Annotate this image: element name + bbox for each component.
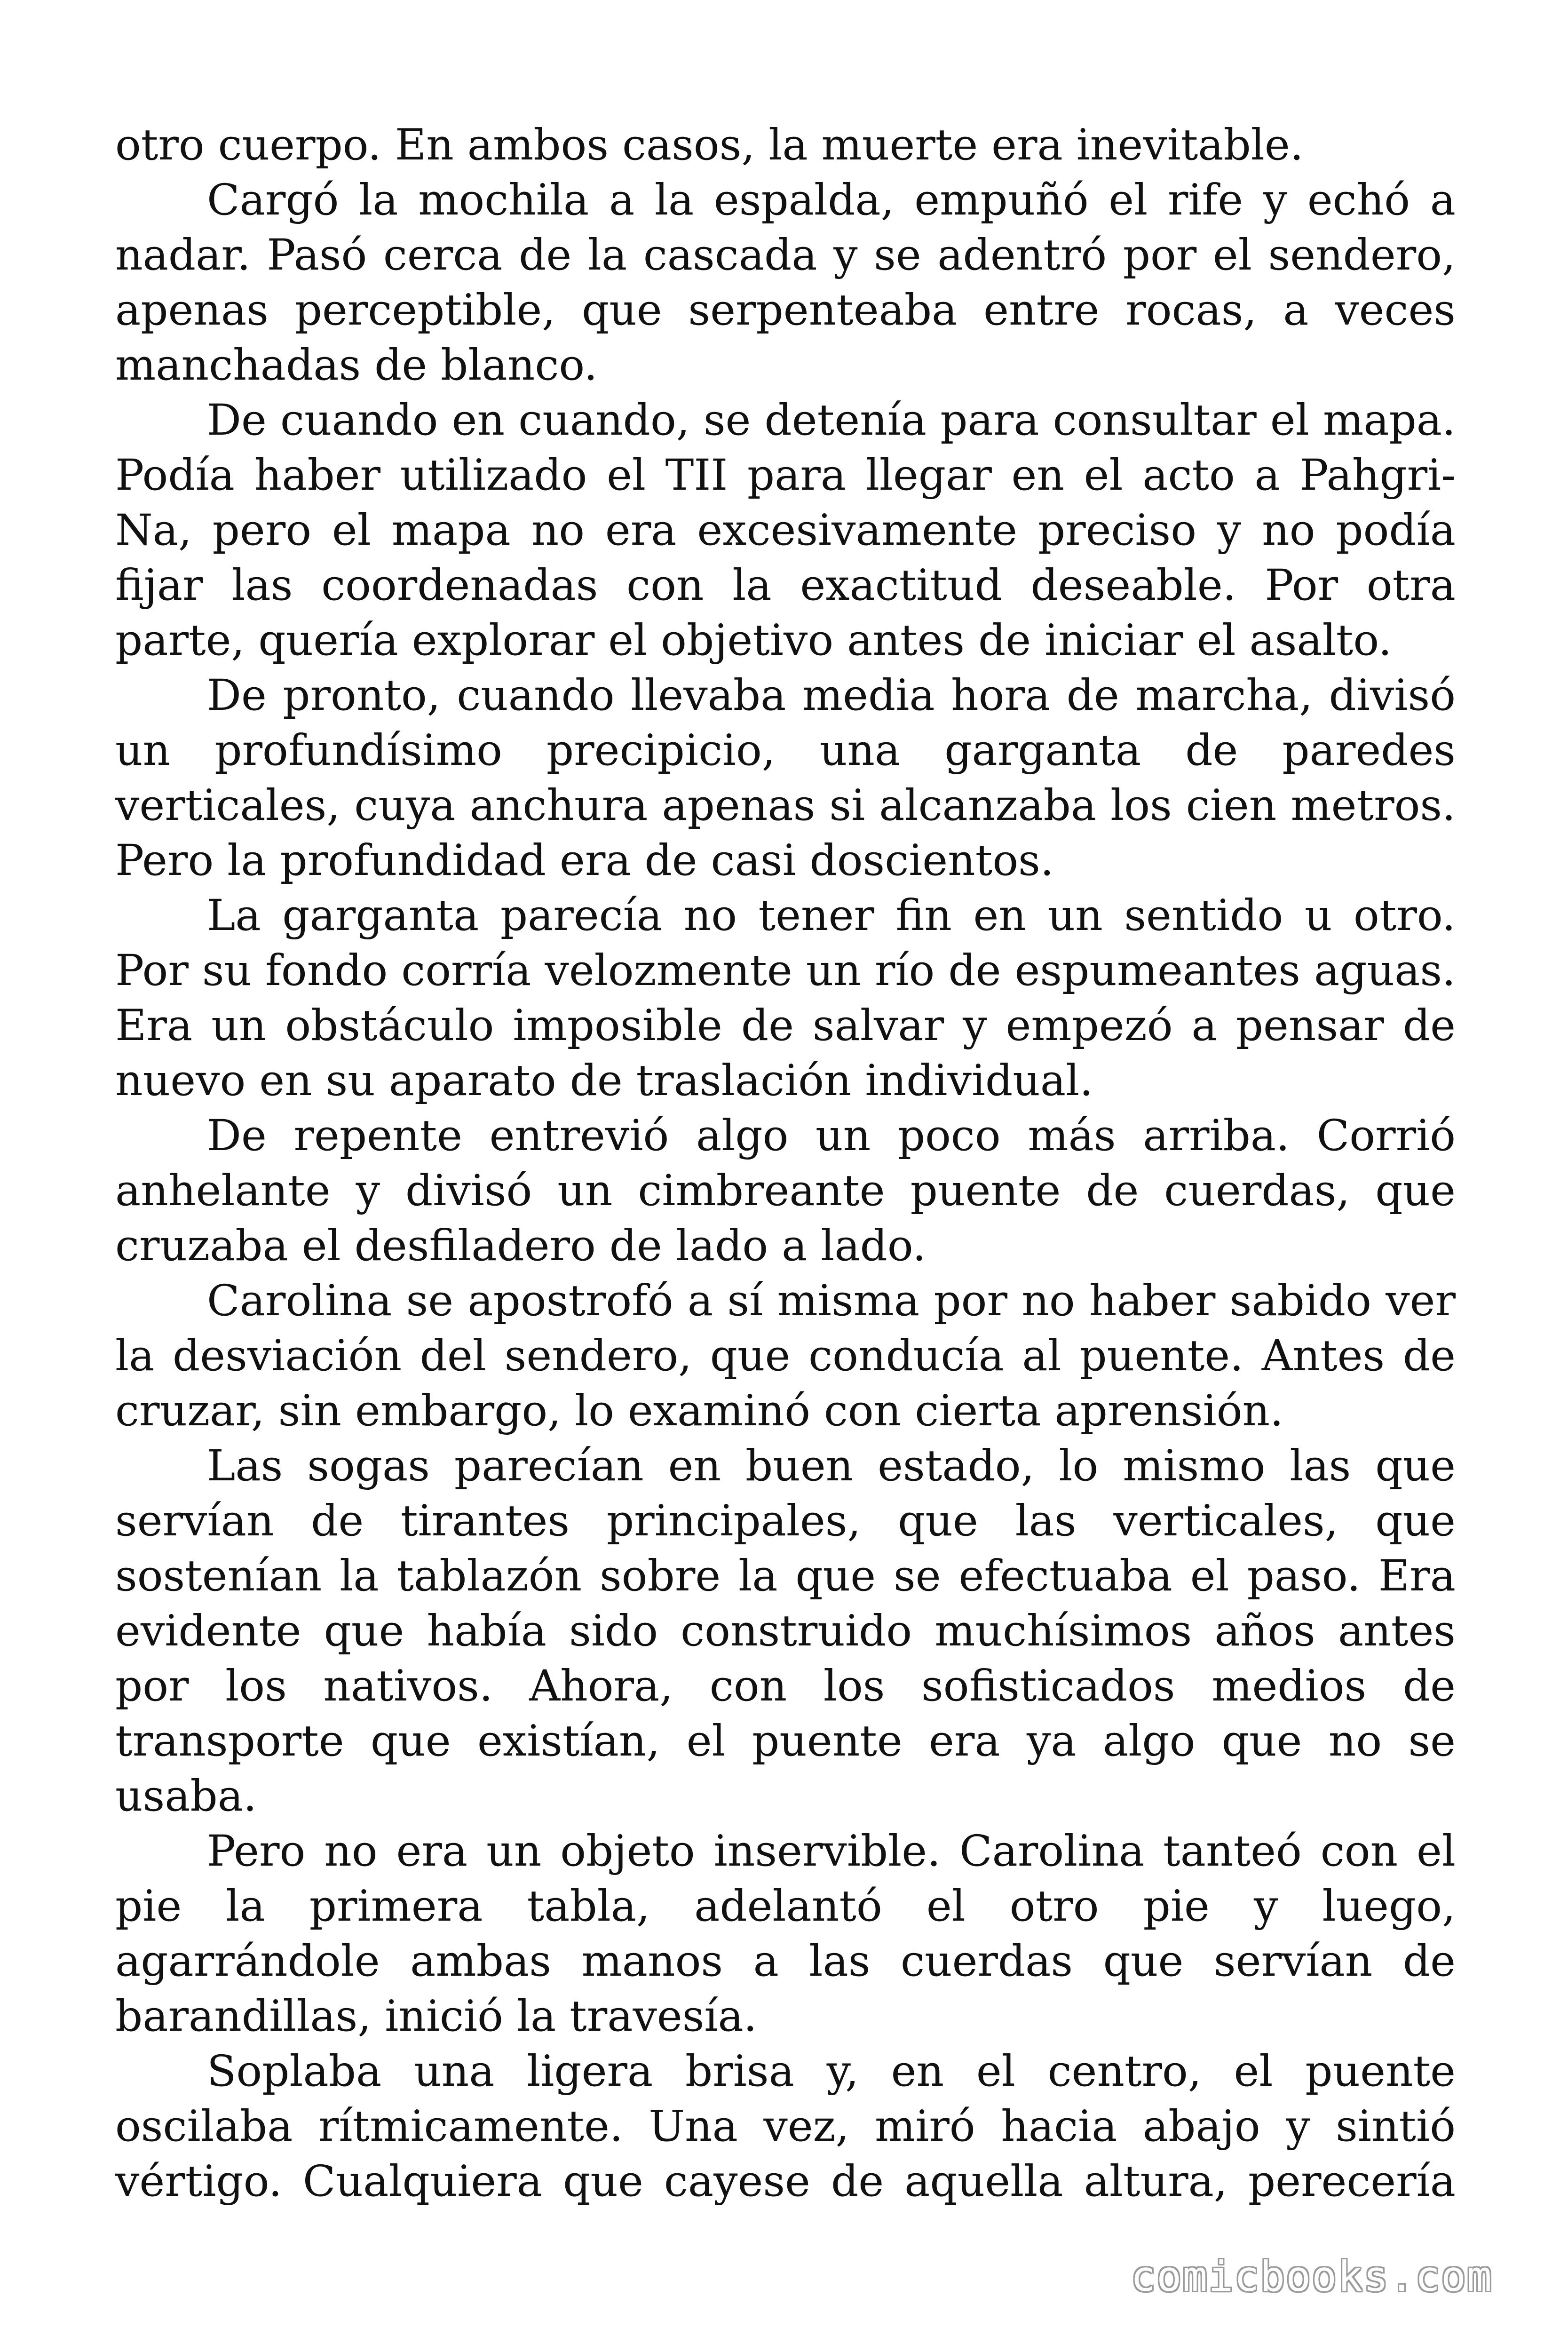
paragraph: Carolina se apostrofó a sí misma por no haber sabido ver la desviación del sendero, que conducía al puente. Antes de cruzar, sin embargo, lo examinó con cierta aprensión.	[115, 1276, 1456, 1436]
watermark: comicbooks.com	[1131, 2252, 1493, 2301]
paragraph: Cargó la mochila a la espalda, empuñó el rife y echó a nadar. Pasó cerca de la cascada y se adentró por el sendero, apenas perceptible, que serpenteaba entre rocas, a veces manchadas de blanco.	[115, 175, 1456, 390]
paragraph: Pero no era un objeto inservible. Carolina tanteó con el pie la primera tabla, adelantó el otro pie y luego, agarrándole ambas manos a las cuerdas que servían de barandillas, inició la travesía.	[115, 1827, 1456, 2041]
paragraph: Las sogas parecían en buen estado, lo mismo las que servían de tirantes principales, que las verticales, que sostenían la tablazón sobre la que se efectuaba el paso. Era evidente que había sido construido muchísimos años antes por los nativos. Ahora, con los sofisticados medios de transporte que existían, el puente era ya algo que no se usaba.	[115, 1441, 1456, 1821]
paragraph: De pronto, cuando llevaba media hora de marcha, divisó un profundísimo precipicio, una garganta de paredes verticales, cuya anchura apenas si alcanzaba los cien metros. Pero la profundidad era de casi doscientos.	[115, 671, 1456, 885]
paragraph: De cuando en cuando, se detenía para consultar el mapa. Podía haber utilizado el TII para llegar en el acto a Pahgri-Na, pero el mapa no era excesivamente preciso y no podía fijar las coordenadas con la exactitud deseable. Por otra parte, quería explorar el objetivo antes de iniciar el asalto.	[115, 396, 1456, 665]
paragraph-continues-next-page: Soplaba una ligera brisa y, en el centro, el puente oscilaba rítmicamente. Una vez, miró hacia abajo y sintió vértigo. Cualquiera que cayese de aquella altura, perecería	[115, 2047, 1456, 2206]
paragraph-continuation: otro cuerpo. En ambos casos, la muerte era inevitable.	[115, 120, 1304, 170]
paragraph: De repente entrevió algo un poco más arriba. Corrió anhelante y divisó un cimbreante puente de cuerdas, que cruzaba el desfiladero de lado a lado.	[115, 1111, 1456, 1271]
book-page-text	[115, 118, 1456, 2211]
paragraph: La garganta parecía no tener fin en un sentido u otro. Por su fondo corría velozmente un río de espumeantes aguas. Era un obstáculo imposible de salvar y empezó a pensar de nuevo en su aparato de traslación individual.	[115, 891, 1456, 1105]
